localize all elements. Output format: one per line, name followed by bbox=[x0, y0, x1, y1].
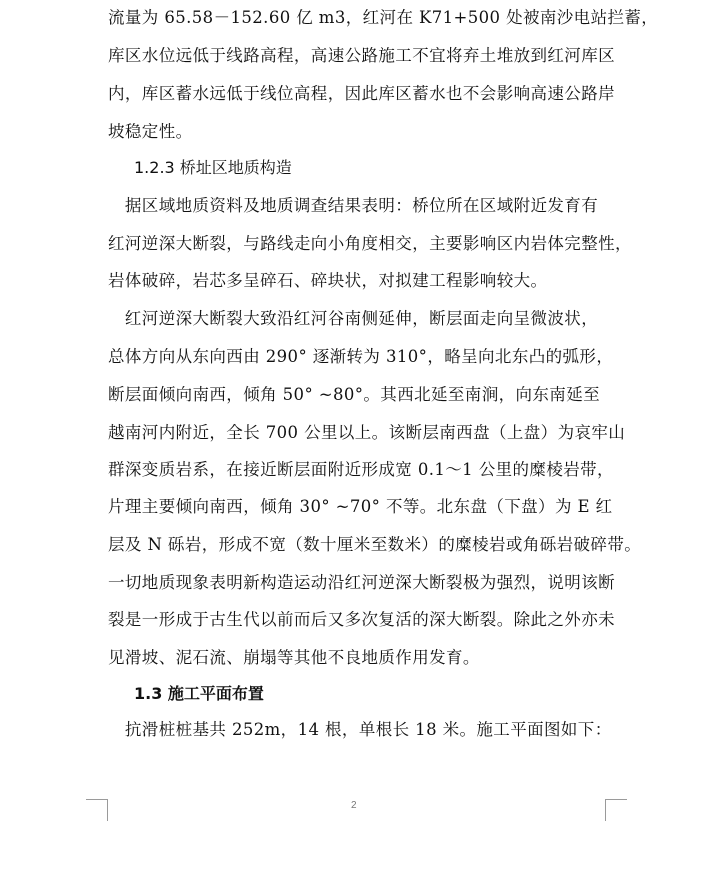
paragraph-line: 流量为 65.58－152.60 亿 m3，红河在 K71+500 处被南沙电站拦蓄， bbox=[108, 8, 659, 27]
paragraph-line: 一切地质现象表明新构造运动沿红河逆深大断裂极为强烈，说明该断 bbox=[108, 573, 615, 592]
section-heading: 1.2.3 桥址区地质构造 bbox=[134, 158, 292, 177]
paragraph-line: 红河逆深大断裂大致沿红河谷南侧延伸，断层面走向呈微波状， bbox=[108, 309, 599, 328]
paragraph-line: 岩体破碎，岩芯多呈碎石、碎块状，对拟建工程影响较大。 bbox=[108, 271, 548, 290]
paragraph-line: 见滑坡、泥石流、崩塌等其他不良地质作用发育。 bbox=[108, 648, 480, 667]
crop-mark-left-horizontal bbox=[86, 799, 108, 800]
paragraph-line: 抗滑桩桩基共 252m，14 根，单根长 18 米。施工平面图如下： bbox=[108, 720, 612, 739]
paragraph-line: 裂是一形成于古生代以前而后又多次复活的深大断裂。除此之外亦未 bbox=[108, 610, 615, 629]
section-heading: 1.3 施工平面布置 bbox=[134, 684, 264, 703]
paragraph-line: 群深变质岩系，在接近断层面附近形成宽 0.1～1 公里的糜棱岩带， bbox=[108, 460, 614, 479]
page-number: 2 bbox=[351, 800, 357, 811]
paragraph-line: 据区域地质资料及地质调查结果表明：桥位所在区域附近发育有 bbox=[108, 196, 599, 215]
paragraph-line: 库区水位远低于线路高程，高速公路施工不宜将弃土堆放到红河库区 bbox=[108, 46, 615, 65]
paragraph-line: 越南河内附近，全长 700 公里以上。该断层南西盘（上盘）为哀牢山 bbox=[108, 423, 626, 442]
paragraph-line: 层及 N 砾岩，形成不宽（数十厘米至数米）的糜棱岩或角砾岩破碎带。 bbox=[108, 535, 642, 554]
paragraph-line: 红河逆深大断裂，与路线走向小角度相交，主要影响区内岩体完整性， bbox=[108, 234, 632, 253]
paragraph-line: 内，库区蓄水远低于线位高程，因此库区蓄水也不会影响高速公路岸 bbox=[108, 84, 615, 103]
paragraph-line: 片理主要倾向南西，倾角 30° ~70° 不等。北东盘（下盘）为 E 红 bbox=[108, 497, 613, 516]
paragraph-line: 断层面倾向南西，倾角 50° ~80°。其西北延至南涧，向东南延至 bbox=[108, 385, 601, 404]
crop-mark-left-vertical bbox=[107, 799, 108, 821]
crop-mark-right-vertical bbox=[605, 799, 606, 821]
crop-mark-right-horizontal bbox=[605, 799, 627, 800]
paragraph-line: 坡稳定性。 bbox=[108, 122, 193, 141]
paragraph-line: 总体方向从东向西由 290° 逐渐转为 310°，略呈向北东凸的弧形， bbox=[108, 347, 614, 366]
